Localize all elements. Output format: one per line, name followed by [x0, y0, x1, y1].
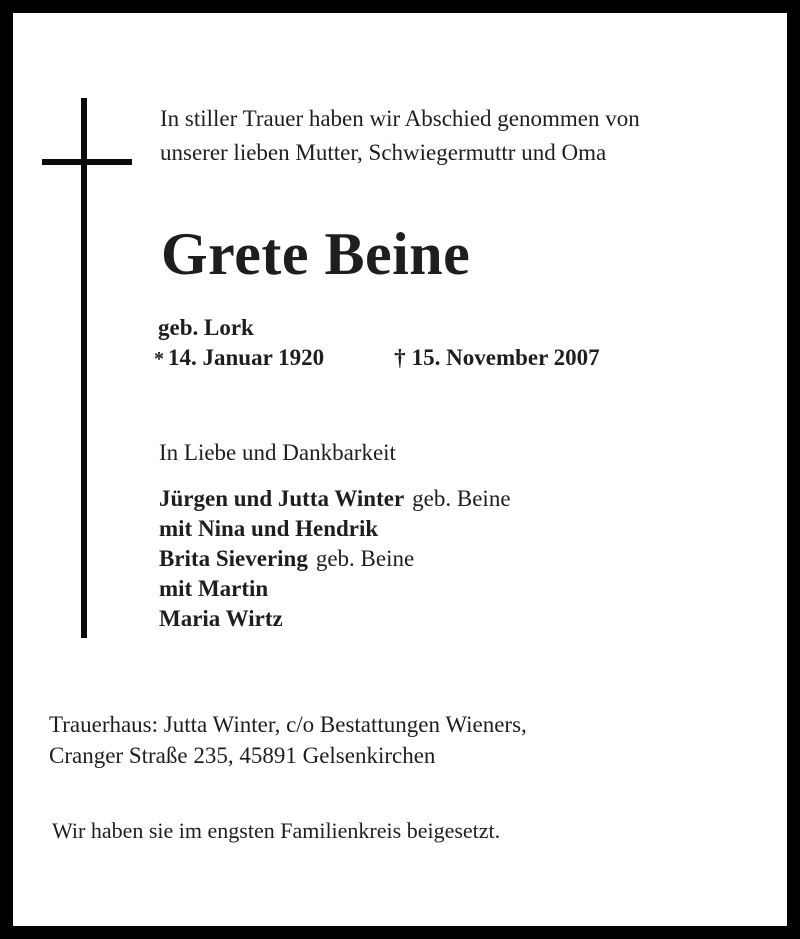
mourners-list [159, 484, 511, 634]
death-date-group [394, 342, 600, 375]
funeral-home-address [49, 709, 527, 771]
deceased-name: Grete Beine [161, 221, 471, 287]
birth-star-symbol: * [154, 348, 164, 370]
mourner-line [159, 604, 511, 634]
death-cross-symbol: † [394, 345, 406, 370]
mourner-line [159, 514, 511, 544]
maiden-name: geb. Lork [158, 315, 254, 340]
intro-line-1: In stiller Trauer haben wir Abschied genommen von [160, 106, 640, 131]
cross-horizontal-bar [42, 159, 132, 165]
mourner-name: mit Nina und Hendrik [159, 516, 379, 541]
mourner-line [159, 544, 511, 574]
mourner-name: Jürgen und Jutta Winter [159, 486, 405, 511]
funeral-home-line-2: Cranger Straße 235, 45891 Gelsenkirchen [49, 743, 436, 768]
mourner-line [159, 574, 511, 604]
funeral-home-line-1: Trauerhaus: Jutta Winter, c/o Bestattungen Wieners, [49, 712, 527, 737]
intro-line-2: unserer lieben Mutter, Schwiegermuttr und Oma [160, 140, 607, 165]
birth-date-group [154, 342, 324, 375]
mourner-name: Brita Sievering [159, 546, 308, 571]
mourner-suffix: geb. Beine [412, 486, 511, 511]
birth-date: 14. Januar 1920 [168, 345, 325, 370]
life-dates [154, 342, 600, 375]
cross-vertical-bar [81, 98, 87, 638]
mourner-line [159, 484, 511, 514]
mourner-name: mit Martin [159, 576, 269, 601]
mourner-suffix: geb. Beine [315, 546, 415, 571]
tribute-line: In Liebe und Dankbarkeit [159, 440, 396, 465]
death-date: 15. November 2007 [411, 345, 600, 370]
mourner-name: Maria Wirtz [159, 606, 283, 631]
closing-line: Wir haben sie im engsten Familienkreis beigesetzt. [52, 818, 501, 843]
intro-text [160, 102, 640, 170]
